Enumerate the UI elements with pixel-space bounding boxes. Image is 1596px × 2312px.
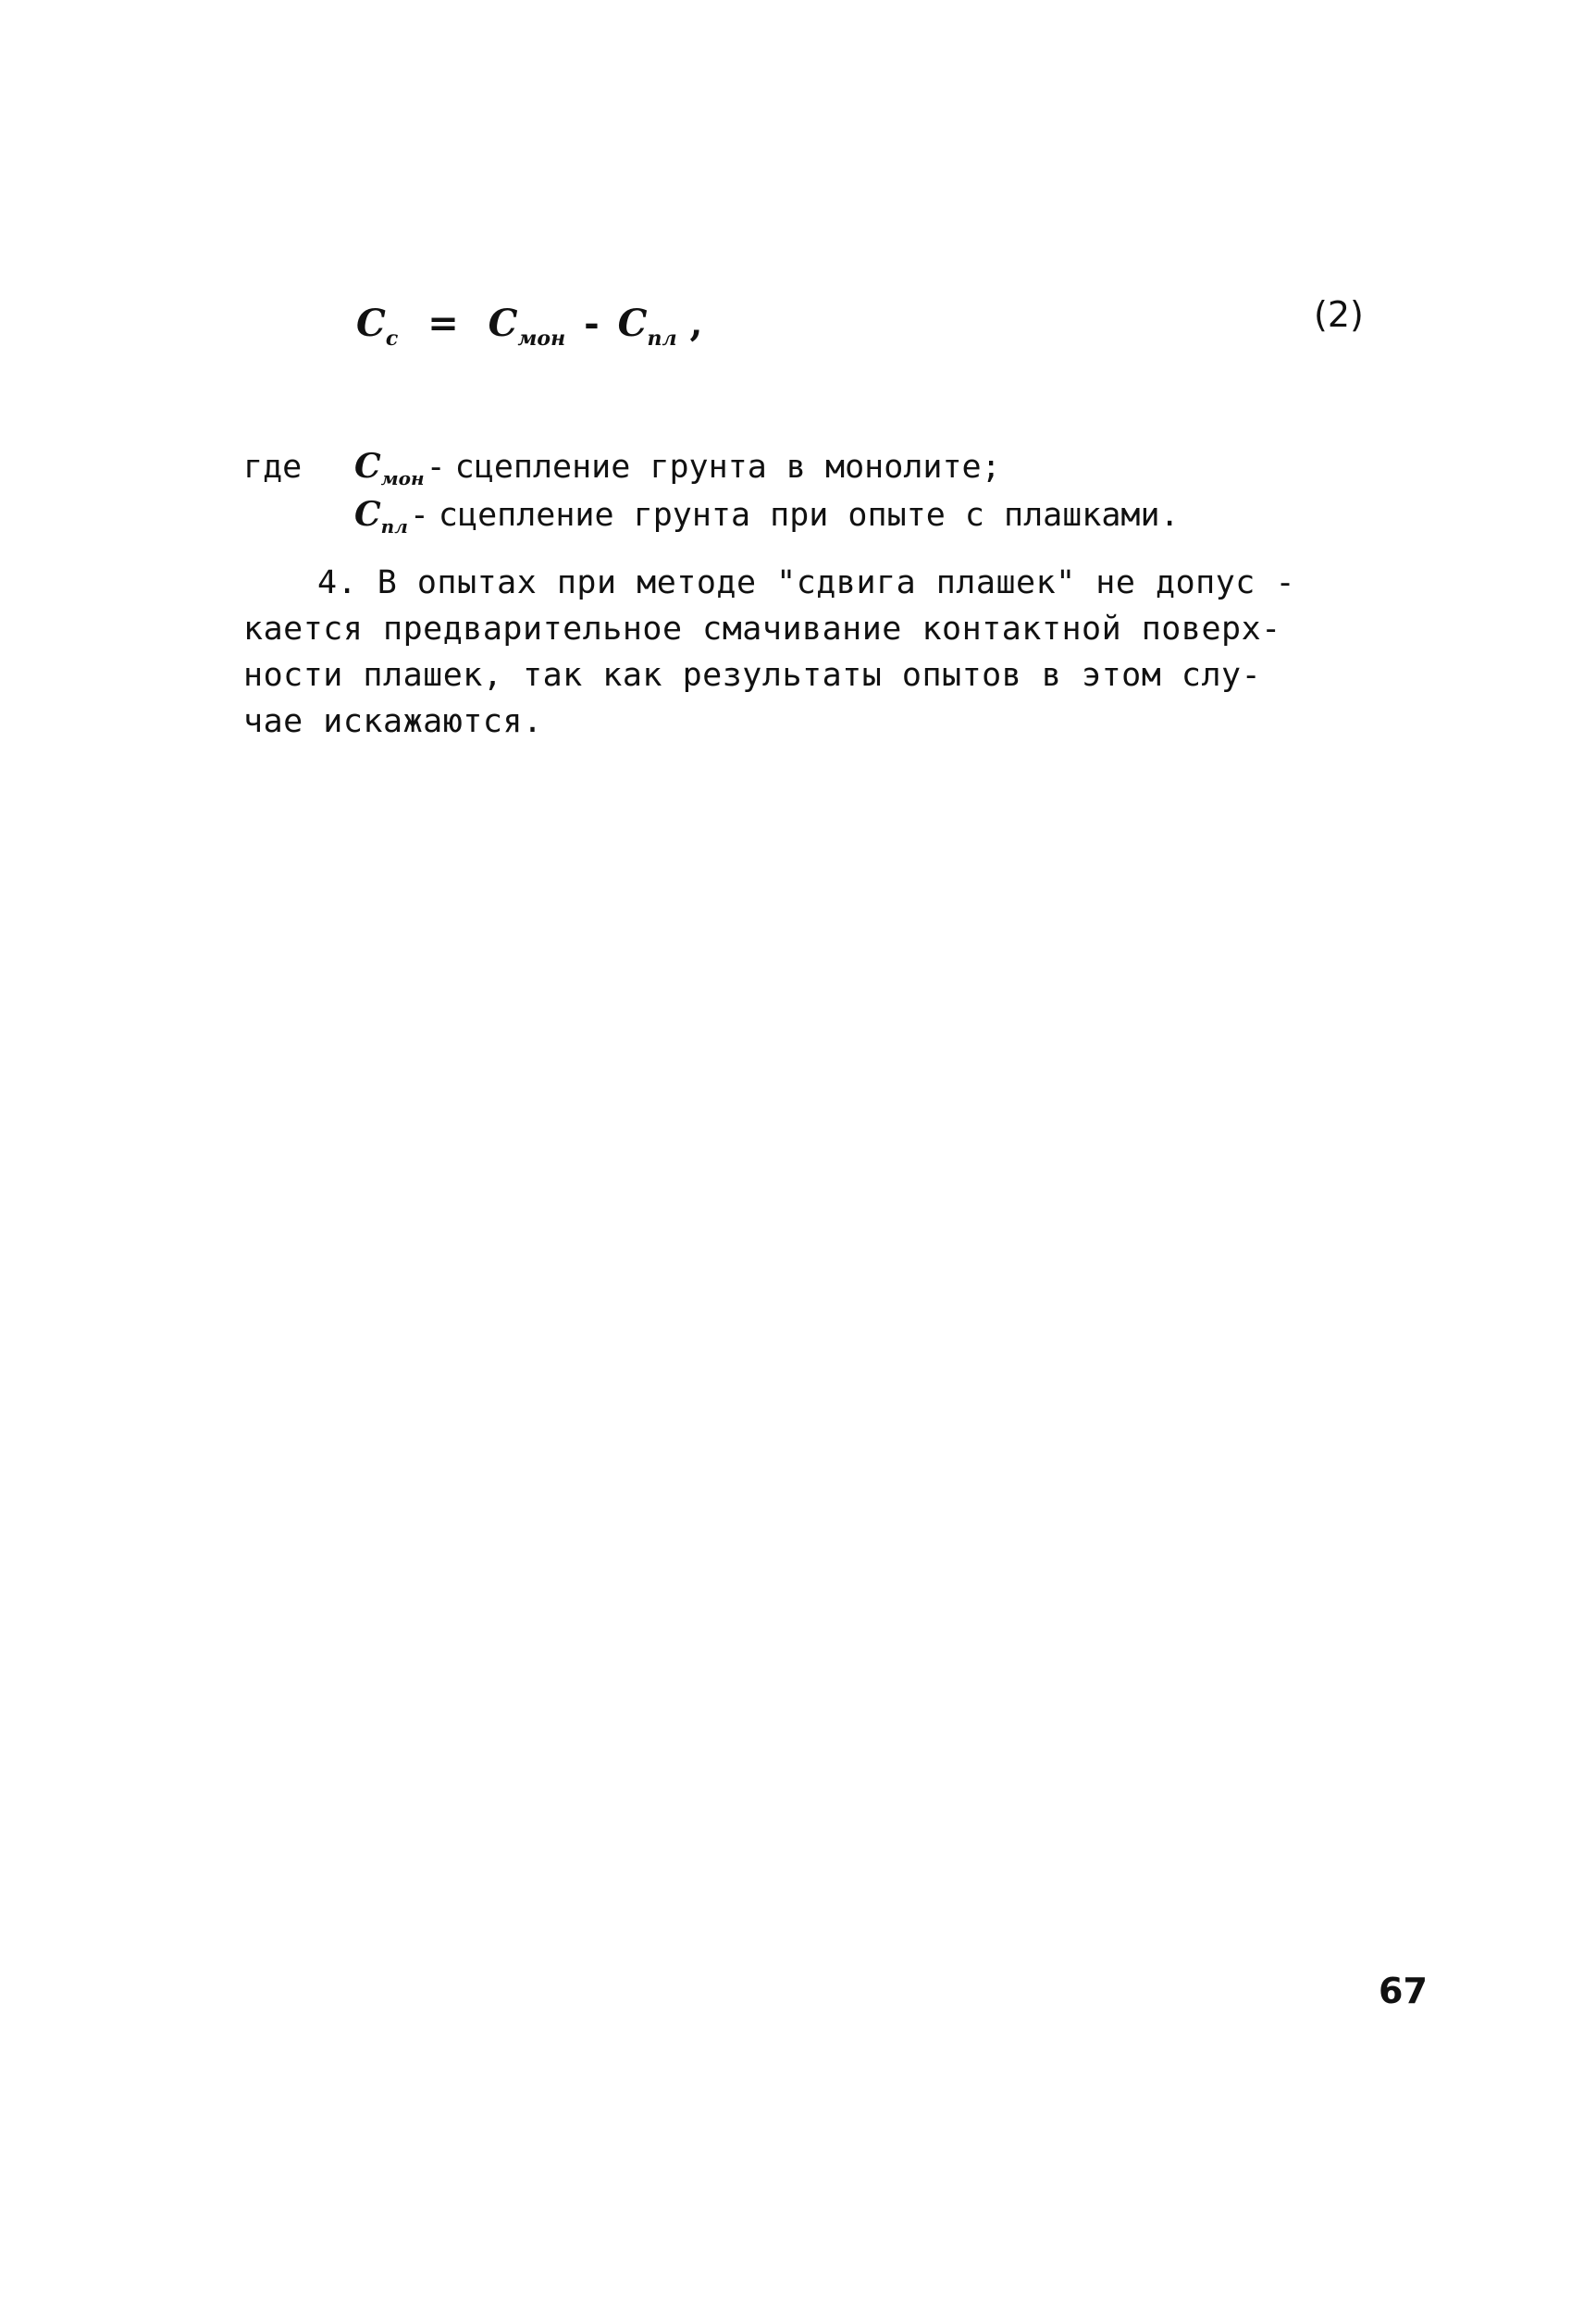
paragraph-line: ности плашек, так как результаты опытов в этом слу- — [243, 657, 1262, 694]
paragraph-item-4 — [243, 560, 1446, 745]
formula-term-plates: $C_{пл}$ — [617, 302, 677, 351]
definitions-lead-word: где — [243, 449, 303, 486]
definitions-block — [243, 442, 1180, 538]
page-number: 67 — [1379, 1971, 1428, 2011]
definition-row: где $C_{мон}-$ сцепление грунта в монолите; — [243, 442, 1180, 490]
definition-symbol: $C_{мон}$ — [354, 447, 425, 489]
paragraph-line: чае искажаются. — [243, 703, 543, 740]
paragraph-line: 4. В опытах при методе "сдвига плашек" не допус - — [317, 564, 1296, 601]
definition-row: $C_{пл}-$ сцепление грунта при опыте с плашками. — [243, 490, 1180, 538]
formula — [356, 302, 703, 379]
formula-trailing-comma: , — [689, 302, 703, 345]
paragraph-line: кается предварительное смачивание контактной поверх- — [243, 611, 1281, 648]
formula-term-monolith: $C_{мон}$ — [488, 302, 566, 351]
definition-symbol: $C_{пл}$ — [354, 495, 408, 538]
definition-text: сцепление грунта в монолите; — [454, 449, 1001, 486]
formula-equals: = — [427, 302, 459, 345]
equation-number: (2) — [1314, 294, 1364, 335]
formula-lhs: $C_c$ — [356, 302, 399, 351]
definition-text: сцепление грунта при опыте с плашками. — [438, 497, 1180, 534]
formula-minus: - — [584, 302, 600, 345]
